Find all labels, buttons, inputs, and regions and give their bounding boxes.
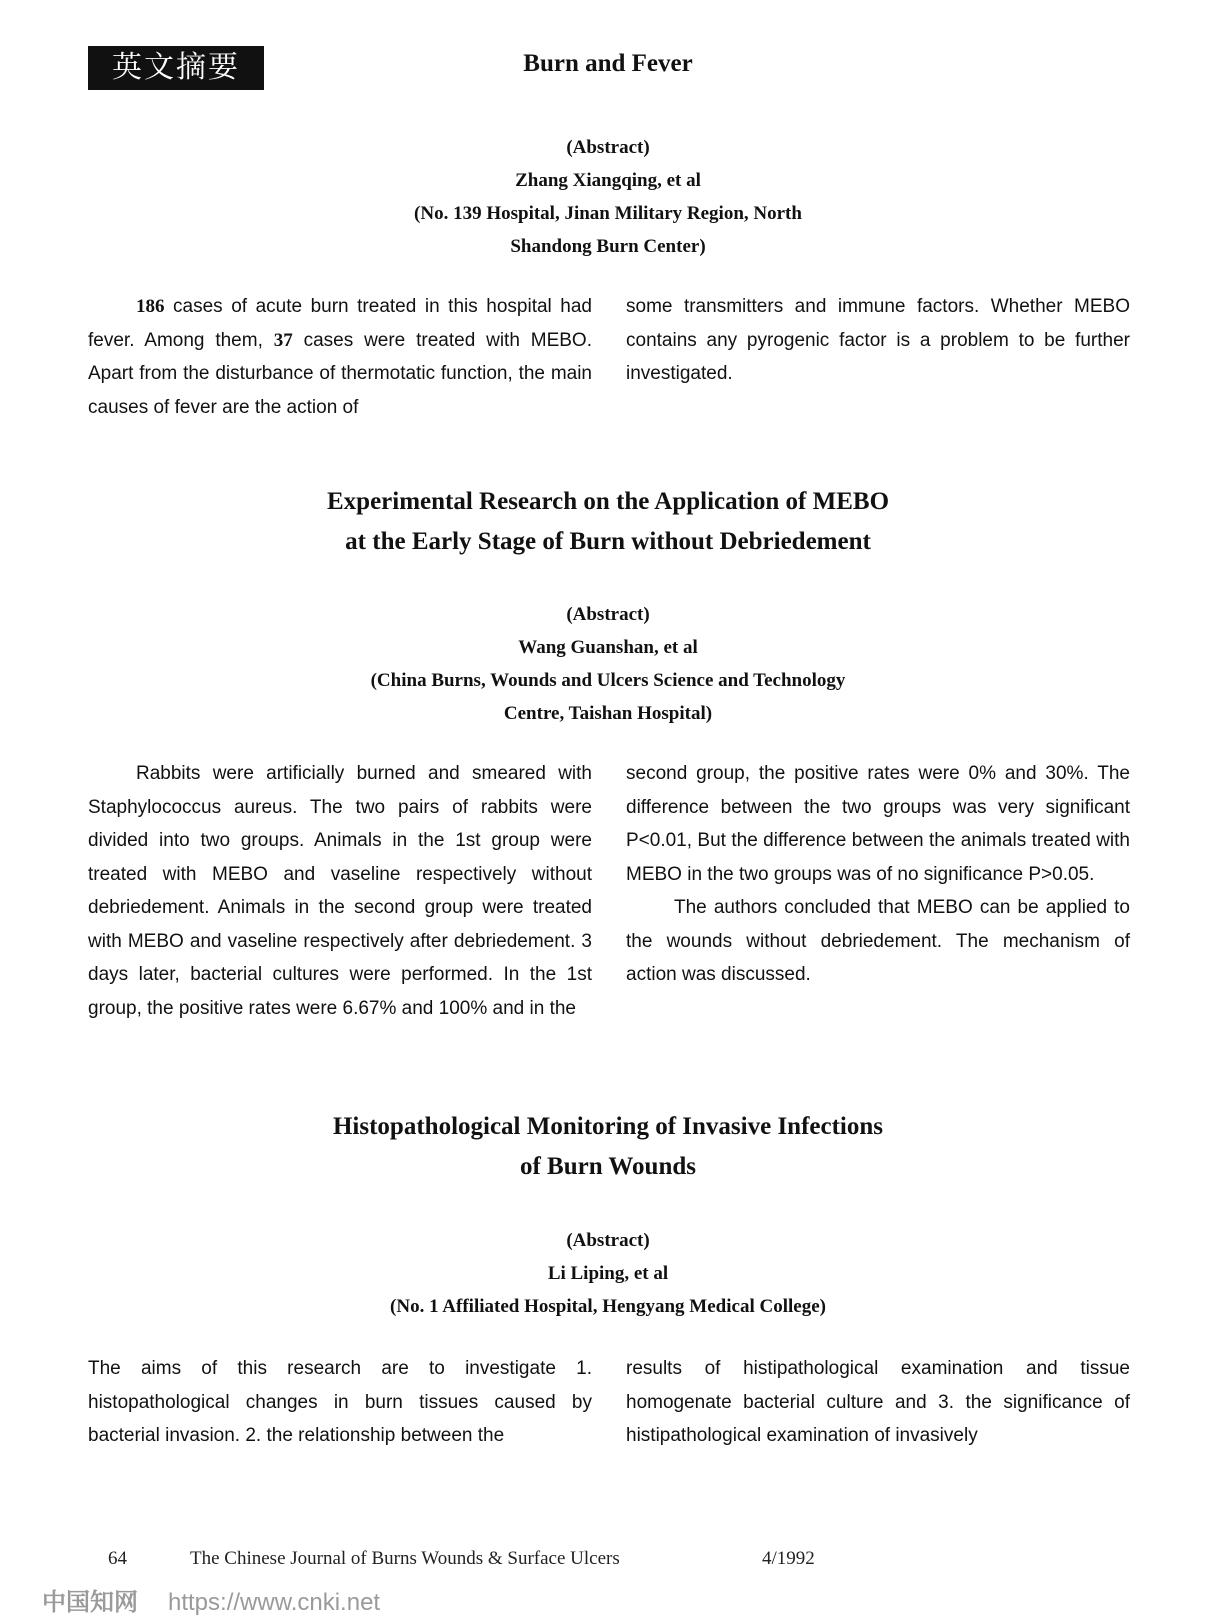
issue-number: 4/1992 xyxy=(762,1548,815,1569)
page-number: 64 xyxy=(108,1548,127,1569)
article2-left-column xyxy=(88,757,592,1025)
watermark xyxy=(42,1582,380,1617)
article1-case-count: 186 xyxy=(136,296,165,317)
article3-right-column xyxy=(626,1352,1130,1453)
article3-left-column xyxy=(88,1352,592,1453)
article1-left-text1: cases of acute burn treated in this hospital had fever. Among them, xyxy=(88,296,592,351)
section-tag: 英文摘要 xyxy=(88,46,264,90)
article2-title-line1: Experimental Research on the Application of MEBO xyxy=(326,488,890,515)
article1-mebo-count: 37 xyxy=(273,329,293,351)
article2-affil-line2: Centre, Taishan Hospital) xyxy=(503,703,713,724)
article1-right-paragraph: some transmitters and immune factors. Whether MEBO contains any pyrogenic factor is a problem to be further investigated. xyxy=(626,296,1130,384)
watermark-url: https://www.cnki.net xyxy=(168,1589,381,1616)
article2-right-paragraph2: The authors concluded that MEBO can be applied to the wounds without debriedement. The mechanism of action was discussed. xyxy=(626,897,1130,985)
watermark-logo-text: 中国知网 xyxy=(42,1588,138,1616)
article3-right-paragraph: results of histipathological examination and tissue homogenate bacterial culture and 3. the significance of histipathological examination of invasively xyxy=(626,1358,1130,1446)
article3-title-line1: Histopathological Monitoring of Invasive Infections xyxy=(332,1113,883,1140)
article2-right-column xyxy=(626,757,1130,992)
article2-title-line2: at the Early Stage of Burn without Debriedement xyxy=(345,528,871,555)
article3-left-paragraph: The aims of this research are to investigate 1. histopathological changes in burn tissues caused by bacterial invasion. 2. the relationship between the xyxy=(88,1358,592,1446)
article2-title xyxy=(0,482,1216,562)
article3-title xyxy=(0,1107,1216,1187)
article3-affil-line1: (No. 1 Affiliated Hospital, Hengyang Medical College) xyxy=(390,1296,826,1317)
article1-left-column xyxy=(88,290,592,424)
article1-meta xyxy=(0,131,1216,263)
article2-label: (Abstract) xyxy=(566,604,650,625)
journal-name: The Chinese Journal of Burns Wounds & Surface Ulcers xyxy=(190,1548,620,1569)
article3-author: Li Liping, et al xyxy=(547,1263,669,1284)
article1-author: Zhang Xiangqing, et al xyxy=(515,170,701,191)
article1-affil-line2: Shandong Burn Center) xyxy=(510,236,706,257)
article1-label: (Abstract) xyxy=(566,137,650,158)
article3-label: (Abstract) xyxy=(566,1230,650,1251)
article1-affil-line1: (No. 139 Hospital, Jinan Military Region, North xyxy=(414,203,802,224)
article2-left-paragraph: Rabbits were artificially burned and smeared with Staphylococcus aureus. The two pairs of rabbits were divided into two groups. Animals in the 1st group were treated with MEBO and vaseline respectively without debriedement. Animals in the second group were treated with MEBO and vaseline respectively after debriedement. 3 days later, bacterial cultures were performed. In the 1st group, the positive rates were 6.67% and 100% and in the xyxy=(88,763,592,1019)
article3-meta xyxy=(0,1224,1216,1323)
article2-right-paragraph1: second group, the positive rates were 0% and 30%. The difference between the two groups was very significant P<0.01, But the difference between the animals treated with MEBO in the two groups was of no significance P>0.05. xyxy=(626,763,1130,885)
article1-right-column xyxy=(626,290,1130,391)
article1-left-paragraph xyxy=(88,290,592,424)
article2-affil-line1: (China Burns, Wounds and Ulcers Science and Technology xyxy=(370,670,846,691)
article3-title-line2: of Burn Wounds xyxy=(519,1153,696,1180)
article2-author: Wang Guanshan, et al xyxy=(518,637,698,658)
article2-meta xyxy=(0,598,1216,730)
article1-title: Burn and Fever xyxy=(523,50,693,77)
article1-left-text2: cases were treated with MEBO. Apart from the disturbance of thermotatic function, the main causes of fever are the action of xyxy=(88,329,592,418)
